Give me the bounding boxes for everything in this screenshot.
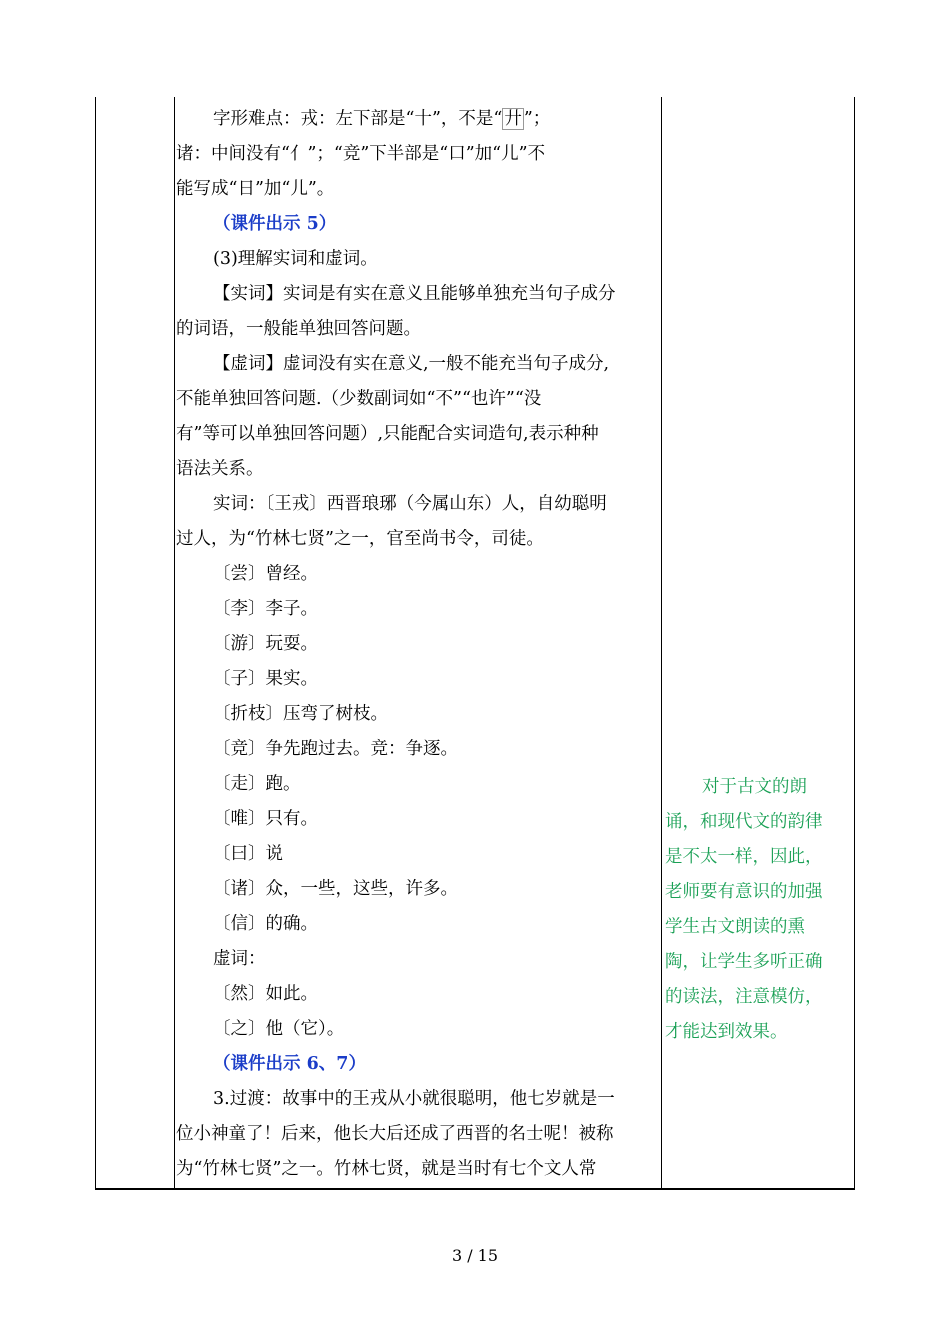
text-line: 为“竹林七贤”之一。竹林七贤，就是当时有七个文人常 — [176, 1159, 597, 1179]
vocab-item: 〔尝〕曾经。 — [213, 564, 318, 584]
note-line: 陶，让学生多听正确 — [665, 952, 823, 972]
note-line: 对于古文的朗 — [702, 777, 807, 797]
section-heading: (3)理解实词和虚词。 — [213, 249, 378, 269]
note-line: 的读法，注意模仿， — [665, 987, 823, 1007]
table-divider-1 — [174, 97, 175, 1190]
table-border-bottom — [95, 1188, 855, 1190]
text-line: 语法关系。 — [176, 459, 264, 479]
boxed-glyph: 廾 — [504, 109, 522, 129]
function-words-heading: 虚词： — [213, 949, 266, 969]
glyph-difficulty-line: 字形难点：戎：左下部是“十”，不是“ 廾 ”； — [213, 109, 551, 129]
table-border-right — [854, 97, 855, 1190]
text-line: 的词语，一般能单独回答问题。 — [176, 319, 421, 339]
vocab-item: 〔游〕玩耍。 — [213, 634, 318, 654]
transition-paragraph: 3.过渡：故事中的王戎从小就很聪明，他七岁就是一 — [213, 1089, 615, 1109]
vocab-item: 〔信〕的确。 — [213, 914, 318, 934]
courseware-label: （课件出示 6、7） — [213, 1054, 366, 1074]
page-number: 3 / 15 — [451, 1246, 499, 1265]
text-line: 能写成“日”加“儿”。 — [176, 179, 335, 199]
vocab-item: 〔然〕如此。 — [213, 984, 318, 1004]
text-line: 诸：中间没有“亻”；“竞”下半部是“口”加“儿”不 — [176, 144, 546, 164]
vocab-item: 〔曰〕说 — [213, 844, 283, 864]
notional-words-heading: 实词：〔王戎〕西晋琅琊（今属山东）人，自幼聪明 — [213, 494, 607, 514]
courseware-label: （课件出示 5） — [213, 214, 337, 234]
definition-notional-word: 【实词】实词是有实在意义且能够单独充当句子成分 — [213, 284, 616, 304]
text-line: 过人，为“竹林七贤”之一，官至尚书令，司徒。 — [176, 529, 544, 549]
note-line: 诵，和现代文的韵律 — [665, 812, 823, 832]
note-line: 才能达到效果。 — [665, 1022, 788, 1042]
vocab-item: 〔诸〕众，一些，这些，许多。 — [213, 879, 458, 899]
text-line: 位小神童了！后来，他长大后还成了西晋的名士呢！被称 — [176, 1124, 614, 1144]
vocab-item: 〔竞〕争先跑过去。竞：争逐。 — [213, 739, 458, 759]
text-line: 有”等可以单独回答问题）,只能配合实词造句,表示种种 — [176, 424, 599, 444]
note-line: 老师要有意识的加强 — [665, 882, 823, 902]
vocab-item: 〔走〕跑。 — [213, 774, 301, 794]
definition-function-word: 【虚词】虚词没有实在意义,一般不能充当句子成分, — [213, 354, 610, 374]
text-line: 不能单独回答问题.（少数副词如“不”“也许”“没 — [176, 389, 542, 409]
vocab-item: 〔子〕果实。 — [213, 669, 318, 689]
vocab-item: 〔折枝〕压弯了树枝。 — [213, 704, 388, 724]
vocab-item: 〔之〕他（它）。 — [213, 1019, 345, 1039]
note-line: 是不太一样，因此， — [665, 847, 823, 867]
note-line: 学生古文朗读的熏 — [665, 917, 805, 937]
vocab-item: 〔唯〕只有。 — [213, 809, 318, 829]
table-border-left — [95, 97, 96, 1190]
vocab-item: 〔李〕李子。 — [213, 599, 318, 619]
